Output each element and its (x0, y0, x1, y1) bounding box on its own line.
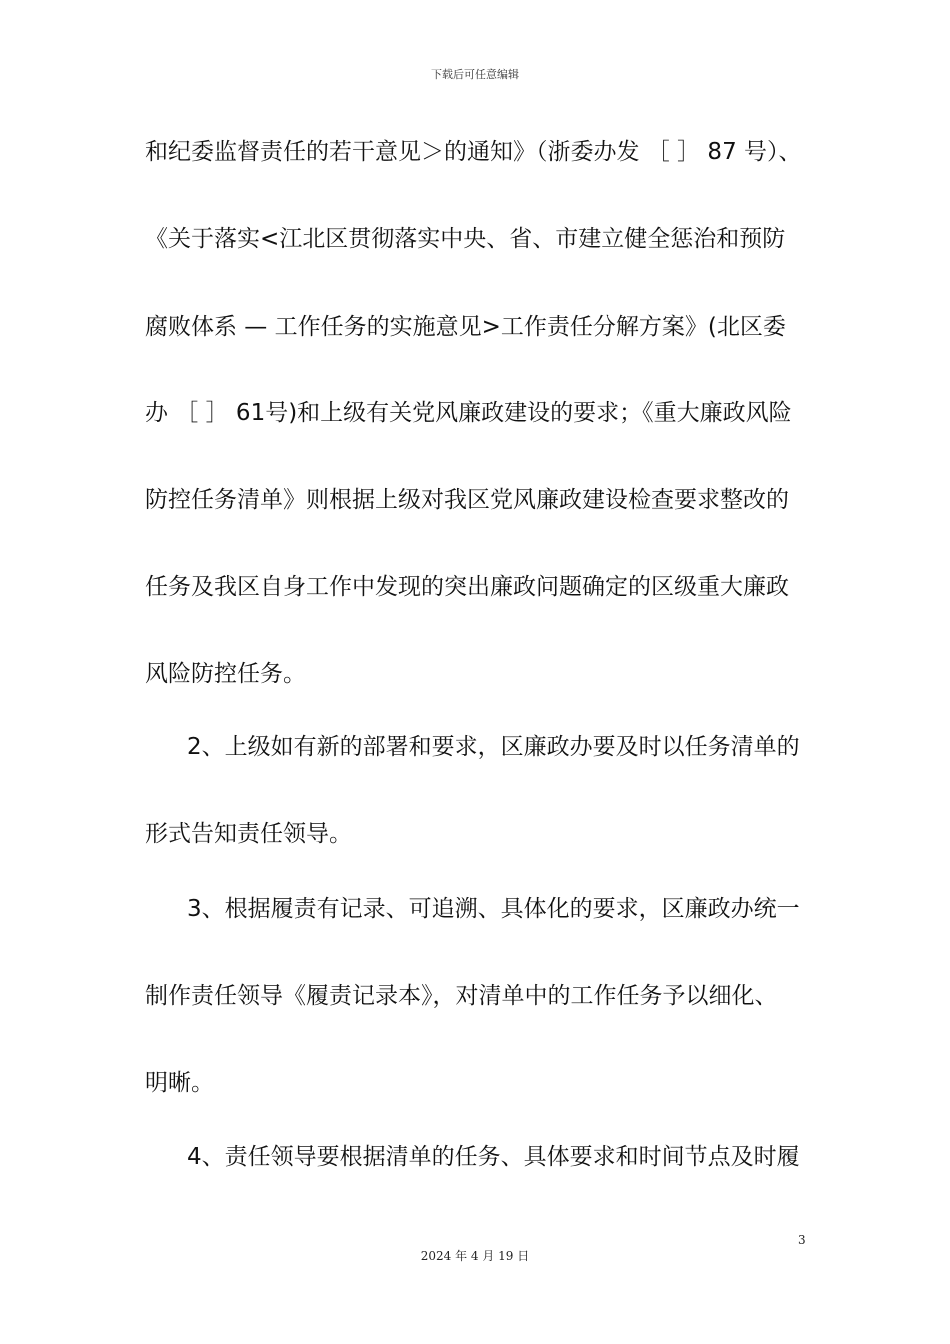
body-line: 明晰。 (145, 1070, 214, 1096)
body-line: 《关于落实<江北区贯彻落实中央、省、市建立健全惩治和预防 (145, 226, 786, 252)
body-line: 4、责任领导要根据清单的任务、具体要求和时间节点及时履 (187, 1144, 800, 1170)
body-line: 腐败体系 — 工作任务的实施意见>工作责任分解方案》(北区委 (145, 314, 786, 340)
page-number: 3 (798, 1233, 806, 1247)
body-line: 任务及我区自身工作中发现的突出廉政问题确定的区级重大廉政 (145, 574, 789, 600)
body-line: 3、根据履责有记录、可追溯、具体化的要求，区廉政办统一 (187, 896, 800, 922)
footer-date: 2024 年 4 月 19 日 (420, 1249, 530, 1263)
body-line: 办 ［ ］ 61号)和上级有关党风廉政建设的要求；《重大廉政风险 (145, 400, 792, 426)
body-line: 制作责任领导《履责记录本》，对清单中的工作任务予以细化、 (145, 983, 778, 1009)
body-line: 防控任务清单》则根据上级对我区党风廉政建设检查要求整改的 (145, 487, 789, 513)
header-note: 下载后可任意编辑 (431, 68, 519, 81)
body-line: 2、上级如有新的部署和要求，区廉政办要及时以任务清单的 (187, 734, 800, 760)
body-line: 和纪委监督责任的若干意见＞的通知》（浙委办发 ［ ］ 87 号）、 (145, 139, 802, 165)
body-line: 形式告知责任领导。 (145, 821, 352, 847)
body-line: 风险防控任务。 (145, 661, 306, 687)
